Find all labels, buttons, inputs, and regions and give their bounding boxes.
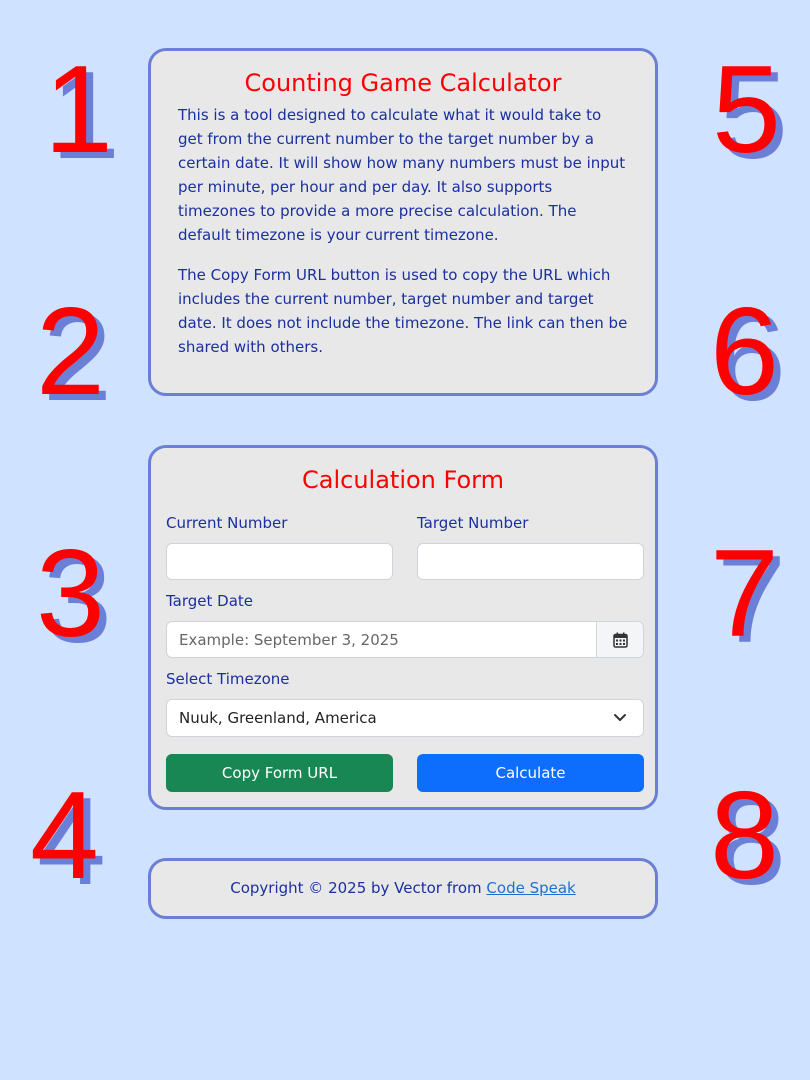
chevron-down-icon (613, 713, 627, 723)
intro-description (178, 103, 628, 359)
timezone-selected-value: Nuuk, Greenland, America (179, 709, 377, 727)
current-number-label: Current Number (166, 514, 288, 532)
target-number-field (417, 543, 644, 580)
calendar-button[interactable] (596, 622, 643, 657)
intro-card (148, 48, 658, 396)
decor-number-5: 5 (712, 41, 781, 179)
decor-number-3: 3 (36, 525, 105, 663)
decor-number-6: 6 (710, 283, 779, 421)
current-number-field (166, 543, 393, 580)
footer-copyright-text: Copyright © 2025 by Vector from (230, 879, 487, 897)
decor-number-4: 4 (30, 767, 99, 905)
current-number-input[interactable] (167, 544, 392, 579)
decor-number-8: 8 (710, 767, 779, 905)
page-title: Counting Game Calculator (244, 69, 562, 97)
timezone-label: Select Timezone (166, 670, 290, 688)
footer-card (148, 858, 658, 919)
timezone-select[interactable] (166, 699, 644, 737)
decor-number-2: 2 (36, 283, 105, 421)
decor-number-7: 7 (710, 525, 779, 663)
calendar-icon (613, 632, 628, 648)
calculate-button[interactable]: Calculate (417, 754, 644, 792)
form-title: Calculation Form (302, 466, 504, 494)
target-date-input[interactable] (167, 622, 643, 657)
decor-number-1: 1 (44, 41, 113, 179)
target-number-input[interactable] (418, 544, 643, 579)
target-date-field (166, 621, 644, 658)
intro-paragraph-2: The Copy Form URL button is used to copy the URL which includes the current number, target number and target date. It does not include the timezone. The link can then be shared with others. (178, 266, 628, 356)
calculation-form-card (148, 445, 658, 810)
copy-form-url-button[interactable]: Copy Form URL (166, 754, 393, 792)
intro-paragraph-1: This is a tool designed to calculate what it would take to get from the current number to the target number by a certain date. It will show how many numbers must be input per minute, per hour and per day. It also supports timezones to provide a more precise calculation. The default timezone is your current timezone. (178, 106, 626, 244)
code-speak-link[interactable]: Code Speak (486, 879, 576, 897)
target-date-label: Target Date (166, 592, 254, 610)
target-number-label: Target Number (417, 514, 529, 532)
footer-copyright (151, 861, 655, 915)
